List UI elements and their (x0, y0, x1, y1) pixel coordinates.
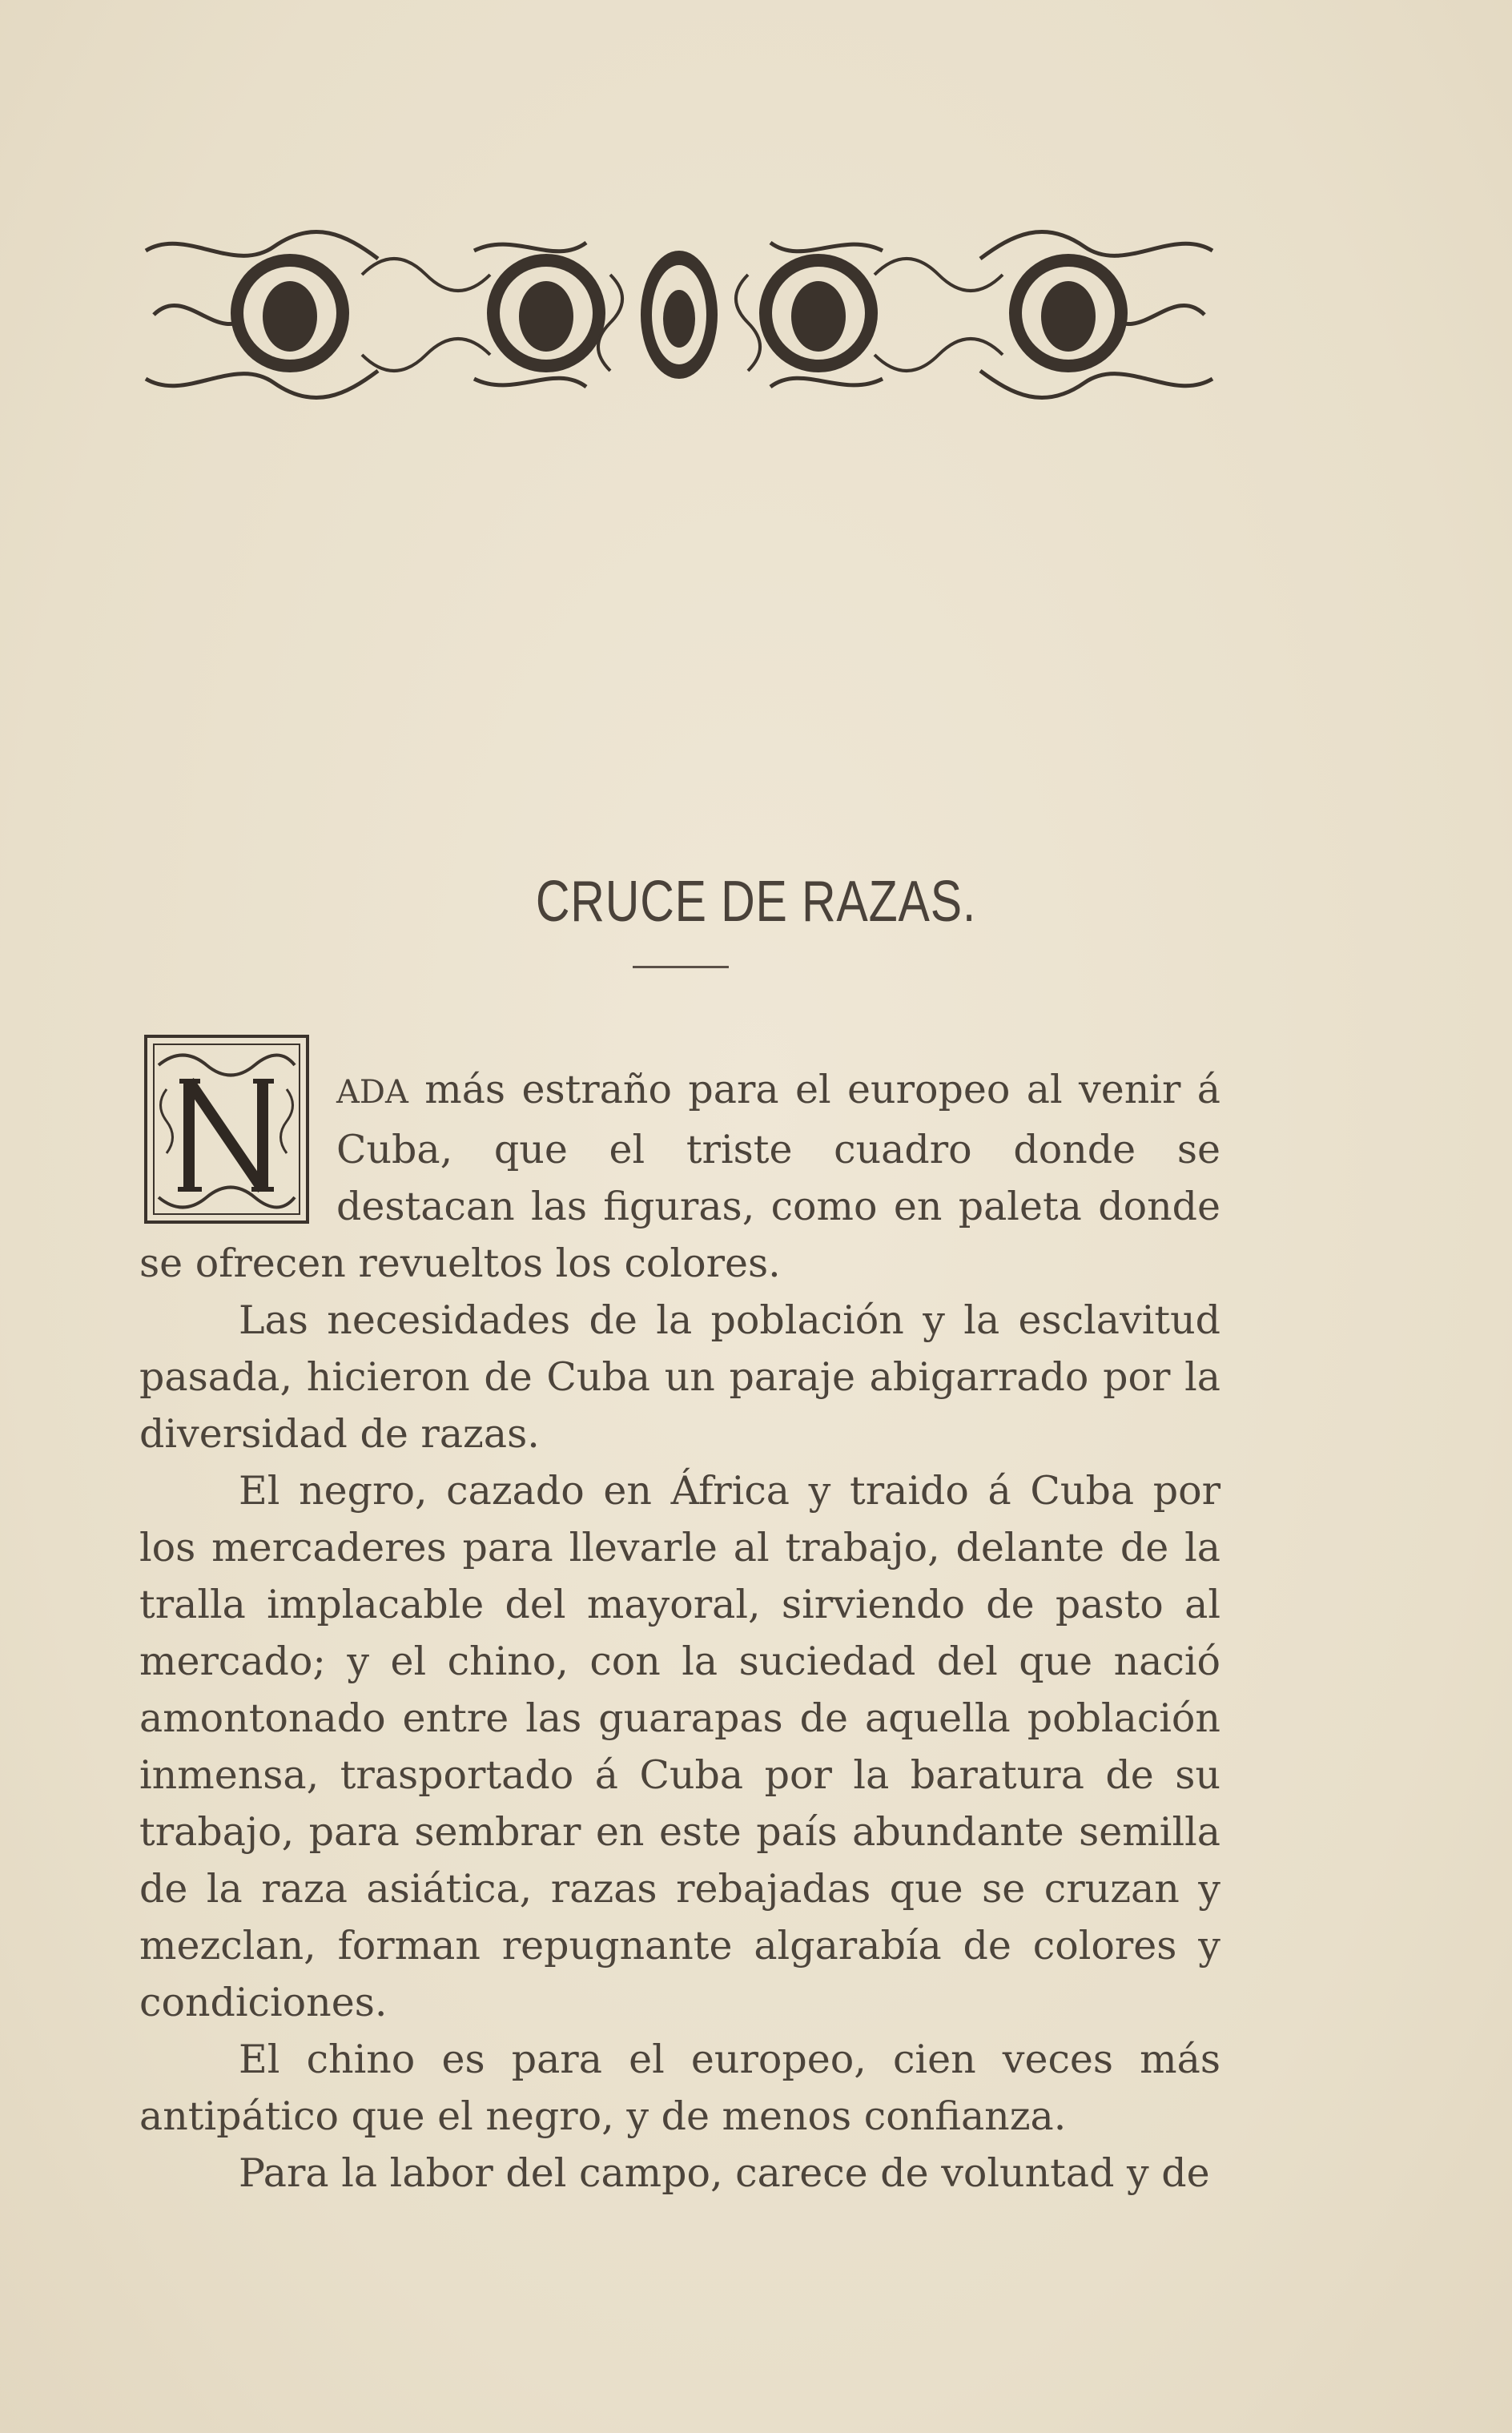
paragraph-1 (139, 1061, 1220, 1292)
dropcap-wrap-space (139, 1061, 336, 1229)
headpiece-ornament-icon (138, 227, 1220, 403)
body-text (139, 1061, 1220, 2202)
paragraph-4: El chino es para el europeo, cien veces más antipático que el negro, y de menos confianza. (139, 2037, 1220, 2139)
paragraph-3: El negro, cazado en África y traido á Cuba por los mercaderes para llevarle al trabajo, delante de la tralla implacable del mayoral, sirviendo de pasto al mercado; y el chino, con la suciedad del que nació amontonado entre las guarapas de aquella población inmensa, trasportado á Cuba por la baratura de su trabajo, para sembrar en este país abundante semilla de la raza asiática, razas rebajadas que se cruzan y mezclan, forman repugnante algarabía de colores y condiciones. (139, 1468, 1220, 2025)
title-rule (633, 966, 729, 968)
paragraph-5: Para la labor del campo, carece de voluntad y de (239, 2150, 1210, 2196)
chapter-title: CRUCE DE RAZAS. (535, 870, 977, 934)
paragraph-1-text: más estraño para el europeo al venir á Cuba, que el triste cuadro donde se destacan las figuras, como en paleta donde se ofrecen revueltos los colores. (139, 1067, 1220, 1286)
paragraph-2: Las necesidades de la población y la esclavitud pasada, hicieron de Cuba un paraje abigarrado por la diversidad de razas. (139, 1297, 1220, 1457)
paragraph-lead-smallcaps: ADA (336, 1074, 408, 1111)
